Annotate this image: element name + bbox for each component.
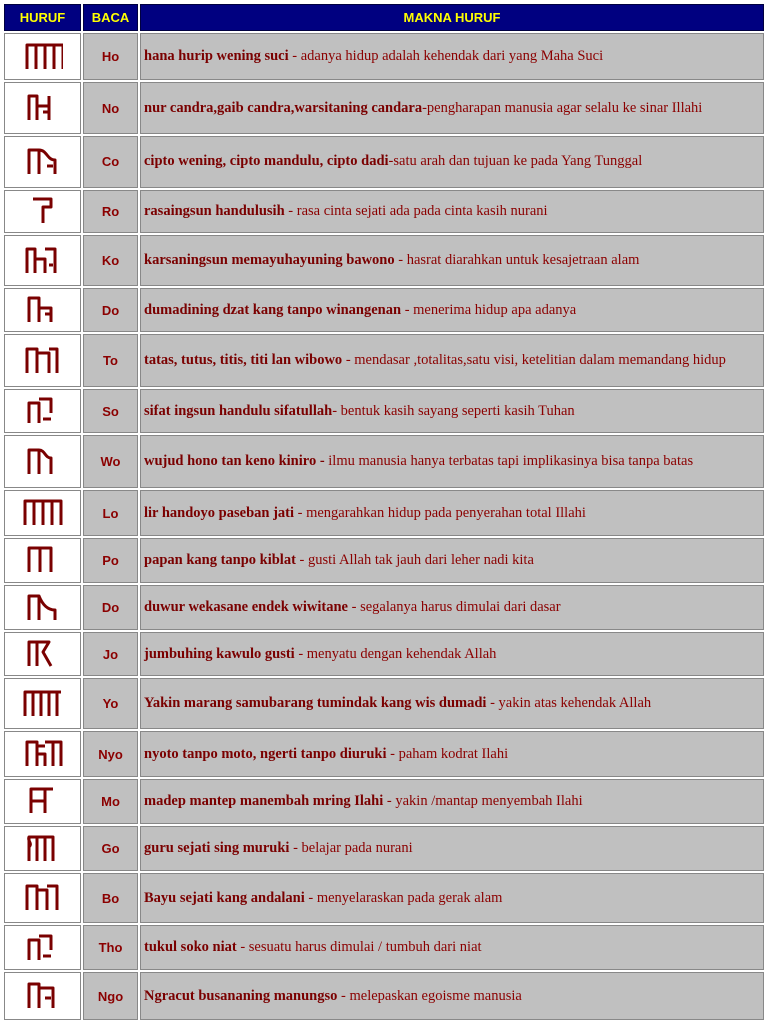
makna-cell	[140, 136, 764, 188]
makna-phrase: nur candra,gaib candra,warsitaning candara	[144, 99, 423, 116]
makna-explanation: - gusti Allah tak jauh dari leher nadi kita	[295, 551, 534, 568]
javanese-ra-icon	[23, 193, 63, 229]
makna-phrase: Yakin marang samubarang tumindak kang wis dumadi	[144, 695, 487, 712]
javanese-la-icon	[23, 495, 63, 531]
baca-cell: Nyo	[83, 731, 138, 776]
makna-explanation: - sesuatu harus dimulai / tumbuh dari niat	[236, 939, 482, 956]
huruf-cell	[4, 435, 81, 489]
baca-cell: Tho	[83, 925, 138, 970]
huruf-cell	[4, 925, 81, 970]
makna-explanation: - adanya hidup adalah kehendak dari yang Maha Suci	[288, 48, 604, 65]
javanese-ka-icon	[23, 243, 63, 279]
makna-phrase: hana hurip wening suci	[144, 48, 289, 65]
table-row	[4, 731, 764, 776]
baca-cell: Do	[83, 288, 138, 331]
makna-cell	[140, 334, 764, 388]
javanese-da-icon	[23, 292, 63, 328]
baca-cell: Yo	[83, 678, 138, 730]
makna-explanation: - menyelaraskan pada gerak alam	[304, 889, 503, 906]
huruf-cell	[4, 873, 81, 923]
table-row	[4, 82, 764, 134]
baca-cell: Ho	[83, 33, 138, 80]
makna-cell	[140, 731, 764, 776]
baca-cell: Co	[83, 136, 138, 188]
table-row	[4, 33, 764, 80]
baca-cell: Wo	[83, 435, 138, 489]
javanese-ta-icon	[23, 343, 63, 379]
header-makna: MAKNA HURUF	[140, 4, 764, 31]
makna-cell	[140, 585, 764, 630]
table-row	[4, 873, 764, 923]
javanese-ha-icon	[23, 39, 63, 75]
javanese-ga-icon	[23, 831, 63, 867]
javanese-ca-icon	[23, 144, 63, 180]
table-row	[4, 435, 764, 489]
javanese-wa-icon	[23, 444, 63, 480]
table-row	[4, 389, 764, 432]
makna-cell	[140, 972, 764, 1020]
header-huruf: HURUF	[4, 4, 81, 31]
huruf-cell	[4, 632, 81, 675]
table-row	[4, 632, 764, 675]
makna-cell	[140, 925, 764, 970]
makna-phrase: guru sejati sing muruki	[144, 840, 290, 857]
makna-phrase: duwur wekasane endek wiwitane	[144, 599, 348, 616]
baca-cell: Ngo	[83, 972, 138, 1020]
javanese-nya-icon	[23, 736, 63, 772]
huruf-cell	[4, 82, 81, 134]
makna-phrase: Bayu sejati kang andalani	[144, 889, 305, 906]
javanese-ba-icon	[23, 880, 63, 916]
javanese-pa-icon	[23, 542, 63, 578]
baca-cell: Mo	[83, 779, 138, 824]
javanese-ya-icon	[23, 686, 63, 722]
huruf-cell	[4, 972, 81, 1020]
table-row	[4, 490, 764, 535]
makna-cell	[140, 82, 764, 134]
makna-cell	[140, 389, 764, 432]
baca-cell: Go	[83, 826, 138, 871]
table-row	[4, 190, 764, 233]
huruf-cell	[4, 235, 81, 287]
makna-explanation: - rasa cinta sejati ada pada cinta kasih nurani	[284, 202, 548, 219]
makna-phrase: jumbuhing kawulo gusti	[144, 645, 295, 662]
makna-explanation: - belajar pada nurani	[289, 840, 413, 857]
baca-cell: To	[83, 334, 138, 388]
baca-cell: Bo	[83, 873, 138, 923]
table-row	[4, 235, 764, 287]
makna-cell	[140, 632, 764, 675]
table-row	[4, 678, 764, 730]
header-baca: BACA	[83, 4, 138, 31]
javanese-na-icon	[23, 90, 63, 126]
baca-cell: Po	[83, 538, 138, 583]
huruf-cell	[4, 678, 81, 730]
makna-phrase: Ngracut busananing manungso	[144, 987, 338, 1004]
makna-explanation: - paham kodrat Ilahi	[386, 745, 509, 762]
makna-cell	[140, 826, 764, 871]
table-row	[4, 288, 764, 331]
javanese-ja-icon	[23, 636, 63, 672]
huruf-cell	[4, 190, 81, 233]
baca-cell: Do	[83, 585, 138, 630]
makna-phrase: rasaingsun handulusih	[144, 202, 285, 219]
javanese-sa-icon	[23, 393, 63, 429]
aksara-meaning-table	[2, 2, 766, 1022]
javanese-nga-icon	[23, 978, 63, 1014]
header-row	[4, 4, 764, 31]
makna-phrase: dumadining dzat kang tanpo winangenan	[144, 301, 402, 318]
makna-explanation: - bentuk kasih sayang seperti kasih Tuhan	[332, 402, 575, 419]
makna-explanation: -pengharapan manusia agar selalu ke sinar Illahi	[422, 99, 703, 116]
huruf-cell	[4, 731, 81, 776]
makna-cell	[140, 190, 764, 233]
huruf-cell	[4, 585, 81, 630]
table-row	[4, 779, 764, 824]
makna-phrase: cipto wening, cipto mandulu, cipto dadi	[144, 153, 389, 170]
makna-cell	[140, 873, 764, 923]
baca-cell: Jo	[83, 632, 138, 675]
makna-cell	[140, 678, 764, 730]
huruf-cell	[4, 33, 81, 80]
huruf-cell	[4, 538, 81, 583]
makna-phrase: papan kang tanpo kiblat	[144, 551, 296, 568]
javanese-ma-icon	[23, 783, 63, 819]
makna-explanation: - menyatu dengan kehendak Allah	[294, 645, 497, 662]
makna-cell	[140, 435, 764, 489]
huruf-cell	[4, 490, 81, 535]
table-row	[4, 334, 764, 388]
table-row	[4, 826, 764, 871]
makna-cell	[140, 538, 764, 583]
baca-cell: Ro	[83, 190, 138, 233]
makna-cell	[140, 235, 764, 287]
makna-phrase: tatas, tutus, titis, titi lan wibowo	[144, 352, 343, 369]
baca-cell: So	[83, 389, 138, 432]
makna-explanation: - hasrat diarahkan untuk kesajetraan alam	[394, 252, 640, 269]
makna-cell	[140, 288, 764, 331]
huruf-cell	[4, 288, 81, 331]
makna-phrase: sifat ingsun handulu sifatullah	[144, 402, 333, 419]
huruf-cell	[4, 136, 81, 188]
makna-phrase: nyoto tanpo moto, ngerti tanpo diuruki	[144, 745, 387, 762]
huruf-cell	[4, 826, 81, 871]
javanese-dha-icon	[23, 590, 63, 626]
huruf-cell	[4, 779, 81, 824]
table-row	[4, 538, 764, 583]
baca-cell: Ko	[83, 235, 138, 287]
makna-phrase: karsaningsun memayuhayuning bawono	[144, 252, 395, 269]
baca-cell: Lo	[83, 490, 138, 535]
table-row	[4, 585, 764, 630]
table-body	[4, 33, 764, 1020]
makna-explanation: - yakin atas kehendak Allah	[486, 695, 652, 712]
makna-phrase: tukul soko niat	[144, 939, 237, 956]
makna-explanation: - mendasar ,totalitas,satu visi, ketelitian dalam memandang hidup	[342, 352, 726, 369]
makna-explanation: - melepaskan egoisme manusia	[337, 987, 522, 1004]
javanese-tha-icon	[23, 930, 63, 966]
table-row	[4, 925, 764, 970]
makna-explanation: ilmu manusia hanya terbatas tapi implikasinya bisa tanpa batas	[324, 453, 694, 469]
makna-phrase: madep mantep manembah mring Ilahi	[144, 792, 384, 809]
makna-explanation: -satu arah dan tujuan ke pada Yang Tunggal	[388, 153, 643, 170]
makna-phrase: wujud hono tan keno kiniro -	[144, 453, 325, 469]
makna-explanation: - mengarahkan hidup pada penyerahan total Illahi	[294, 504, 586, 521]
huruf-cell	[4, 334, 81, 388]
table-row	[4, 136, 764, 188]
huruf-cell	[4, 389, 81, 432]
makna-cell	[140, 490, 764, 535]
makna-cell	[140, 33, 764, 80]
baca-cell: No	[83, 82, 138, 134]
makna-cell	[140, 779, 764, 824]
makna-explanation: - menerima hidup apa adanya	[401, 301, 577, 318]
makna-explanation: - yakin /mantap menyembah Ilahi	[383, 792, 583, 809]
makna-phrase: lir handoyo paseban jati	[144, 504, 295, 521]
table-row	[4, 972, 764, 1020]
makna-explanation: - segalanya harus dimulai dari dasar	[347, 599, 561, 616]
